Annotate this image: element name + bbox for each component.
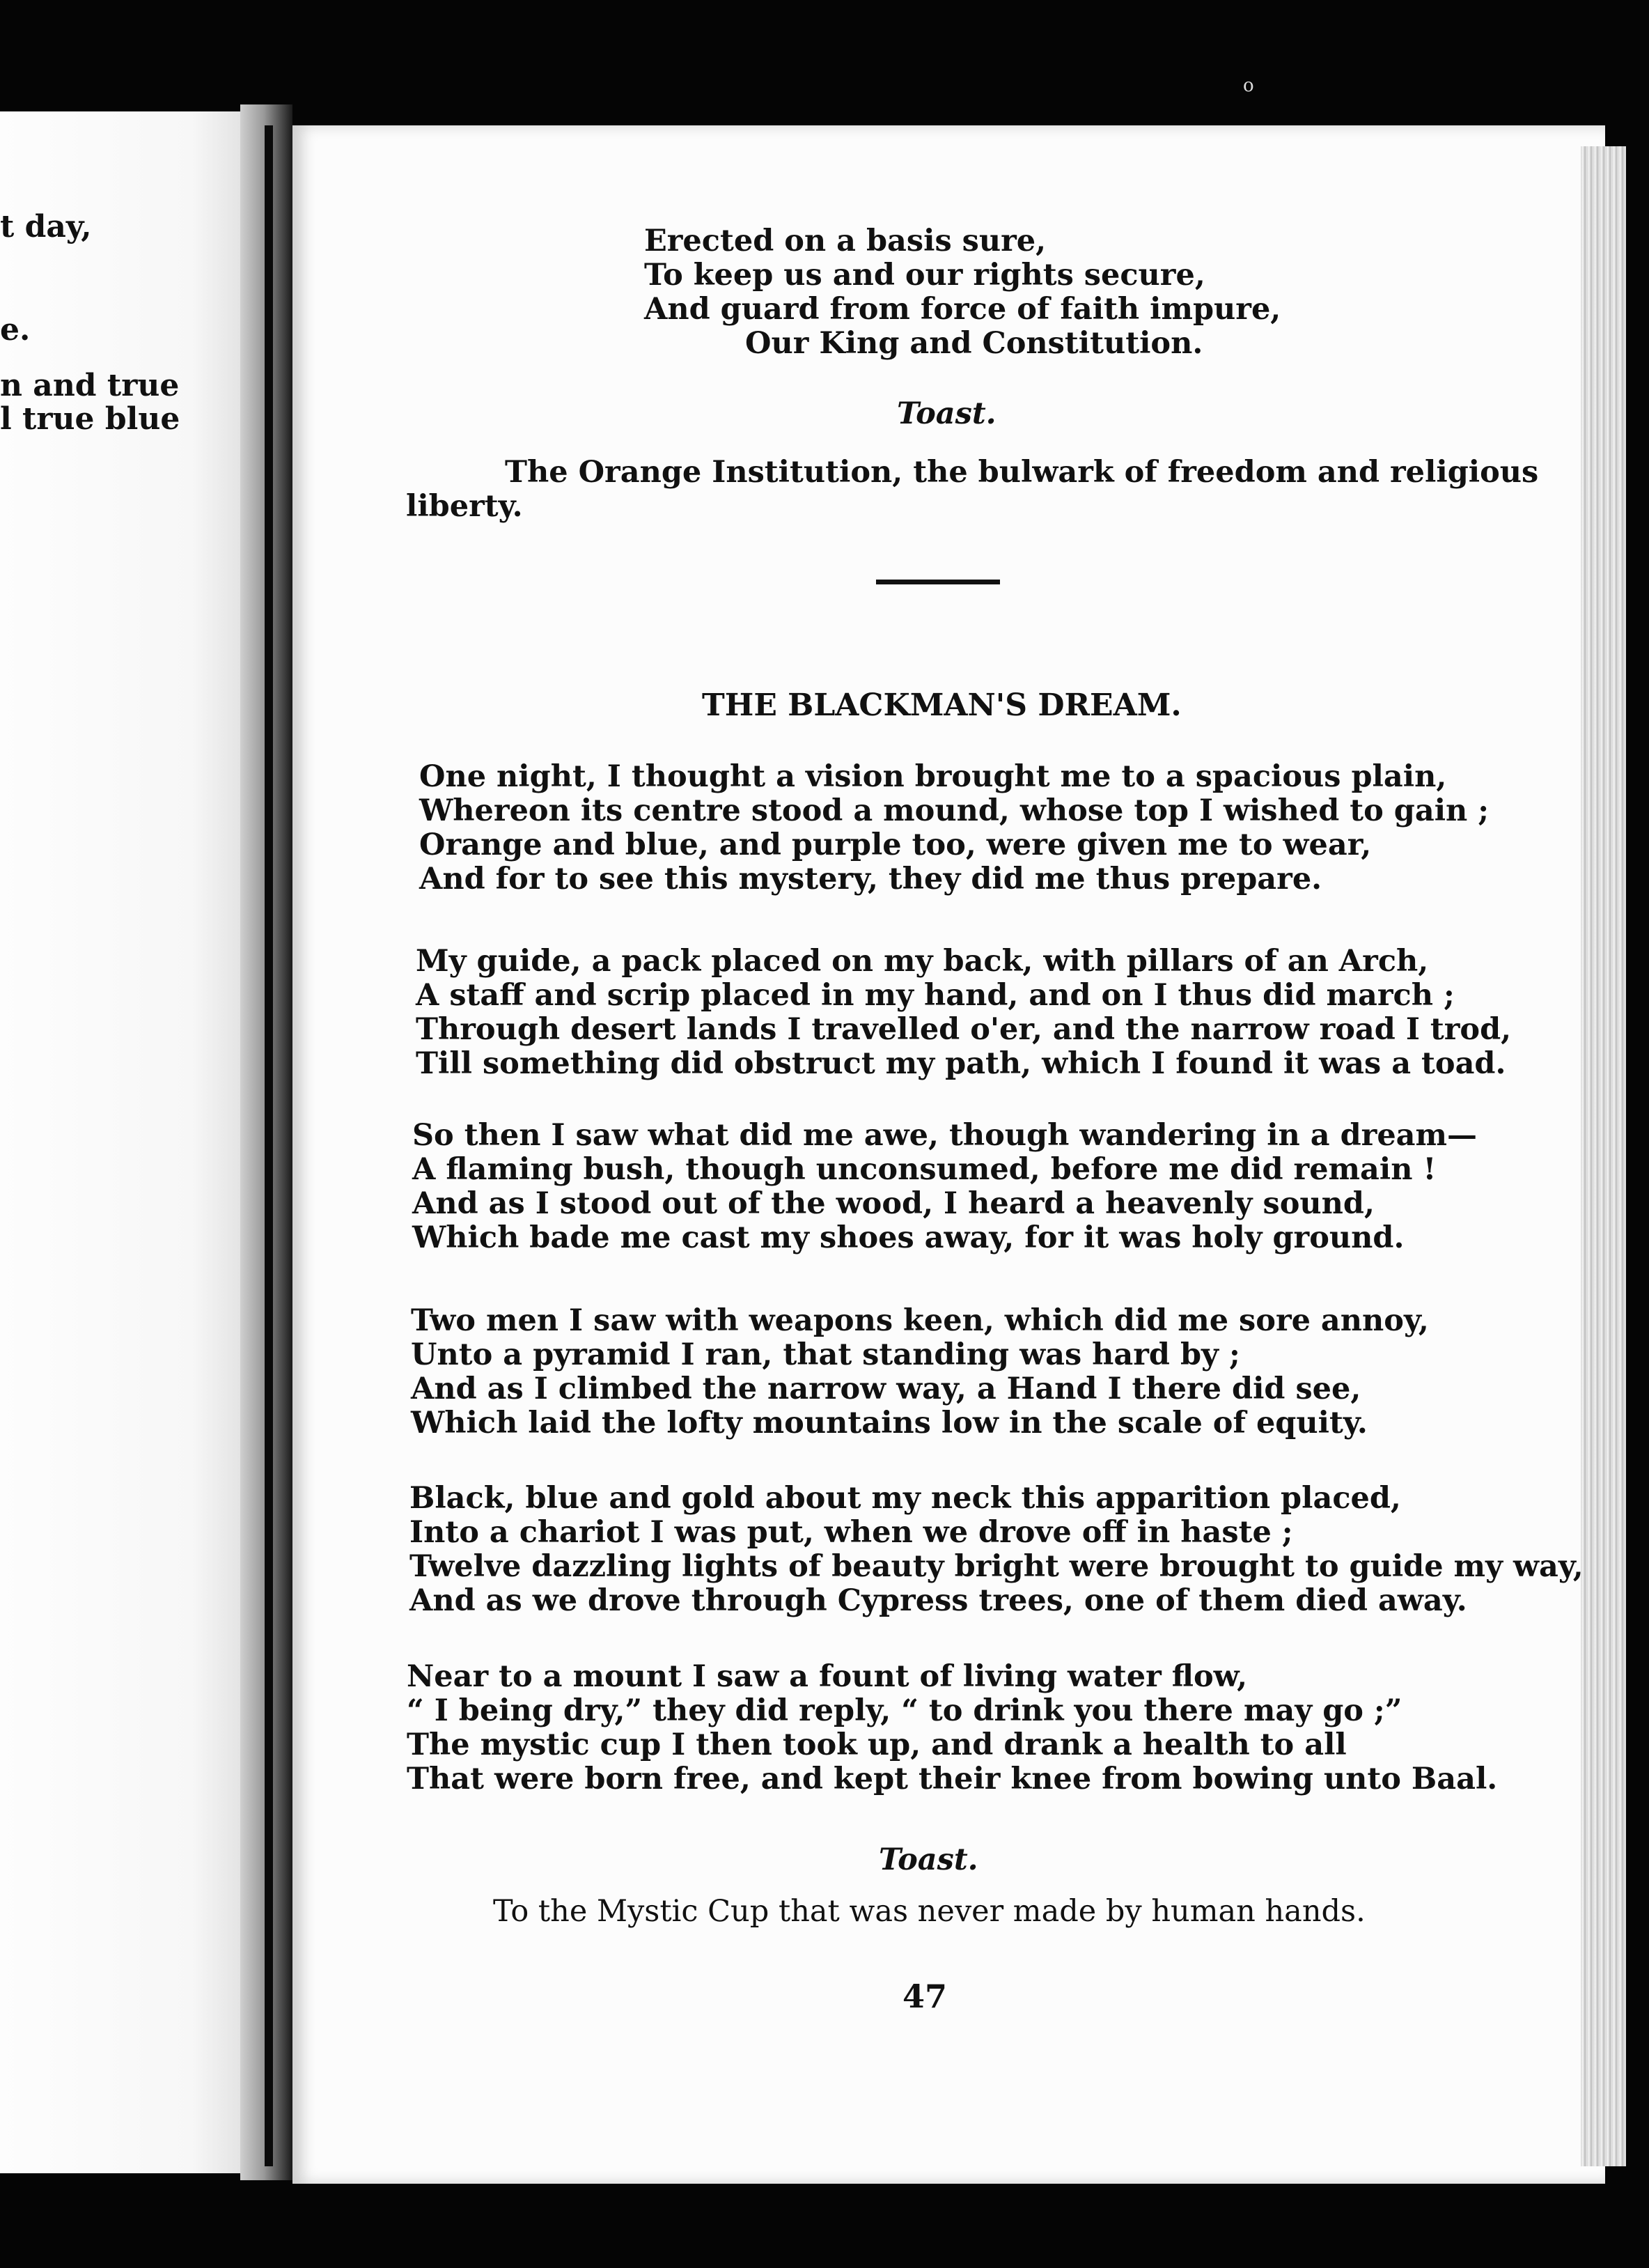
poem-line: One night, I thought a vision brought me to a spacious plain,	[419, 759, 1447, 794]
poem-stanza	[407, 1660, 1497, 1796]
left-page	[0, 111, 240, 2173]
poem-line: A flaming bush, though unconsumed, before me did remain !	[412, 1152, 1437, 1187]
verse-line: Erected on a basis sure,	[644, 224, 1047, 258]
toast-heading: Toast.	[879, 1842, 978, 1877]
toast-text-line: liberty.	[406, 489, 523, 524]
poem-line: “ I being dry,” they did reply, “ to drink you there may go ;”	[407, 1693, 1402, 1728]
verse-line: Our King and Constitution.	[745, 326, 1203, 361]
page-stack-edge	[1581, 146, 1626, 2166]
toast-text: To the Mystic Cup that was never made by human hands.	[493, 1894, 1366, 1929]
section-divider	[876, 580, 1000, 584]
poem-stanza	[412, 1119, 1477, 1255]
poem-line: Near to a mount I saw a fount of living water flow,	[407, 1659, 1248, 1694]
poem-line: Orange and blue, and purple too, were given me to wear,	[419, 828, 1372, 862]
poem-line: And as I climbed the narrow way, a Hand I there did see,	[411, 1372, 1361, 1406]
poem-title: THE BLACKMAN'S DREAM.	[702, 688, 1182, 723]
poem-stanza	[411, 1304, 1429, 1440]
poem-line: Into a chariot I was put, when we drove off in haste ;	[409, 1515, 1293, 1550]
toast-heading: Toast.	[897, 396, 997, 431]
poem-line: Through desert lands I travelled o'er, and the narrow road I trod,	[416, 1012, 1512, 1047]
left-page-fragment: l true blue	[0, 401, 180, 437]
poem-line: The mystic cup I then took up, and drank a health to all	[407, 1727, 1347, 1762]
poem-line: Unto a pyramid I ran, that standing was hard by ;	[411, 1337, 1240, 1372]
page-number: 47	[902, 1978, 948, 2015]
poem-line: Till something did obstruct my path, which I found it was a toad.	[416, 1046, 1506, 1081]
scan-speck: o	[1243, 75, 1254, 96]
poem-line: So then I saw what did me awe, though wandering in a dream—	[412, 1118, 1478, 1153]
poem-line: Twelve dazzling lights of beauty bright were brought to guide my way,	[409, 1549, 1584, 1584]
poem-line: My guide, a pack placed on my back, with pillars of an Arch,	[416, 944, 1429, 979]
poem-line: Which laid the lofty mountains low in the scale of equity.	[411, 1406, 1368, 1440]
opening-verse	[644, 224, 1281, 361]
poem-stanza	[419, 760, 1489, 896]
poem-line: Two men I saw with weapons keen, which did me sore annoy,	[411, 1303, 1429, 1338]
book-spine-line	[265, 125, 273, 2166]
verse-line: And guard from force of faith impure,	[644, 292, 1281, 327]
poem-line: Whereon its centre stood a mound, whose top I wished to gain ;	[419, 793, 1490, 828]
left-page-fragment: n and true	[0, 368, 180, 403]
toast-text-line: The Orange Institution, the bulwark of freedom and religious	[505, 455, 1539, 490]
poem-stanza	[416, 945, 1511, 1081]
poem-line: Which bade me cast my shoes away, for it was holy ground.	[412, 1220, 1405, 1255]
poem-stanza	[409, 1482, 1584, 1618]
toast-text	[406, 456, 1538, 524]
verse-line: To keep us and our rights secure,	[644, 258, 1205, 293]
poem-line: And as we drove through Cypress trees, one of them died away.	[409, 1583, 1467, 1618]
poem-line: A staff and scrip placed in my hand, and on I thus did march ;	[416, 978, 1455, 1013]
poem-line: And as I stood out of the wood, I heard a heavenly sound,	[412, 1186, 1375, 1221]
poem-line: Black, blue and gold about my neck this apparition placed,	[409, 1481, 1401, 1516]
left-page-fragment: e.	[0, 312, 31, 348]
poem-line: And for to see this mystery, they did me thus prepare.	[419, 862, 1322, 896]
poem-line: That were born free, and kept their knee from bowing unto Baal.	[407, 1762, 1498, 1796]
left-page-fragment: t day,	[0, 209, 92, 244]
